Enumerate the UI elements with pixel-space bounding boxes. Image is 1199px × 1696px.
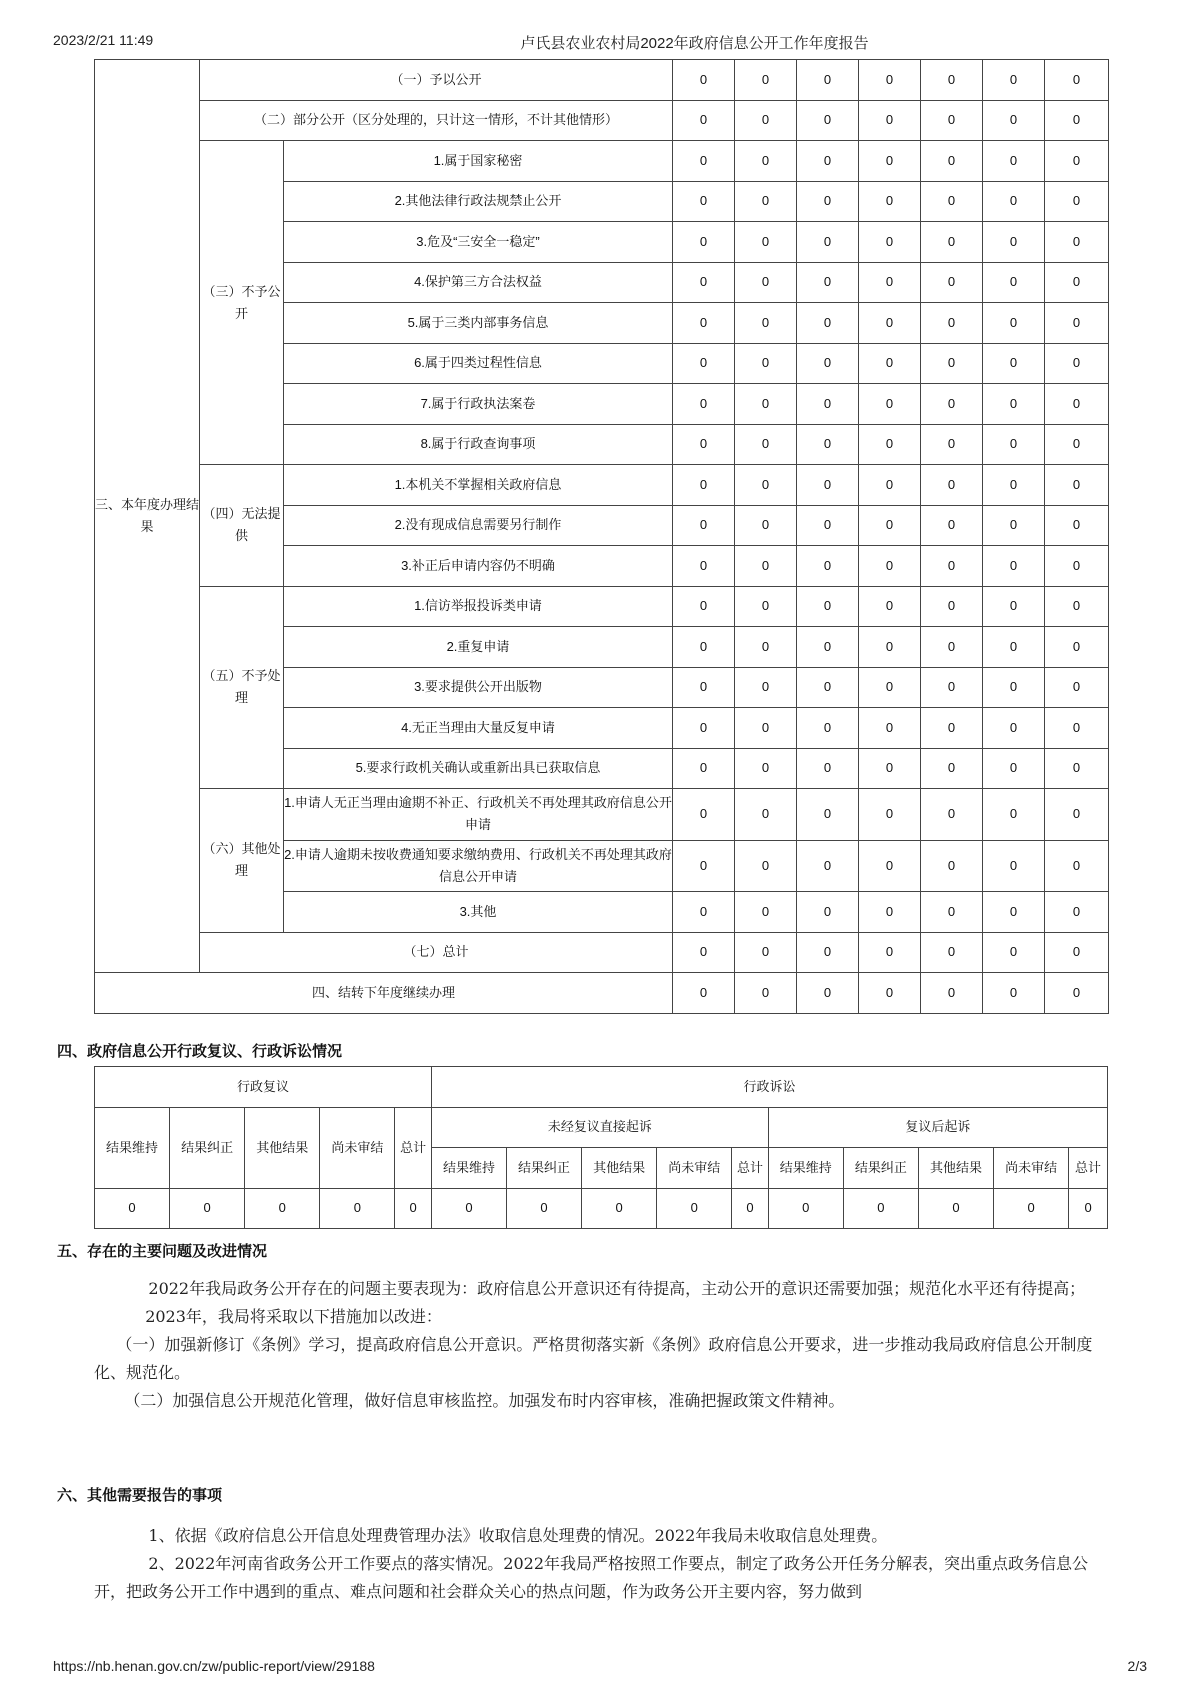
value-cell: 0: [983, 222, 1045, 263]
direct-col-header: 结果维持: [431, 1148, 506, 1189]
table-row: [95, 465, 1109, 506]
direct-value: 0: [582, 1188, 657, 1229]
value-cell: 0: [1045, 932, 1109, 973]
value-cell: 0: [673, 586, 735, 627]
after-review-col-header: 结果纠正: [843, 1148, 918, 1189]
value-cell: 0: [859, 708, 921, 749]
row-label: 1.本机关不掌握相关政府信息: [284, 465, 673, 506]
value-cell: 0: [797, 181, 859, 222]
review-header: 行政复议: [95, 1067, 432, 1108]
paragraph: 1、依据《政府信息公开信息处理费管理办法》收取信息处理费的情况。2022年我局未收取信息处理费。: [148, 1526, 888, 1545]
value-cell: 0: [859, 60, 921, 101]
value-cell: 0: [673, 303, 735, 344]
value-cell: 0: [859, 424, 921, 465]
value-cell: 0: [859, 973, 921, 1014]
after-review-value: 0: [843, 1188, 918, 1229]
row-label: 7.属于行政执法案卷: [284, 384, 673, 425]
paragraph: （二）加强信息公开规范化管理，做好信息审核监控。加强发布时内容审核，准确把握政策文件精神。: [124, 1391, 845, 1410]
value-cell: 0: [859, 262, 921, 303]
value-cell: 0: [983, 546, 1045, 587]
value-cell: 0: [735, 546, 797, 587]
row-label: 2.重复申请: [284, 627, 673, 668]
value-cell: 0: [735, 303, 797, 344]
value-cell: 0: [983, 262, 1045, 303]
value-cell: 0: [797, 708, 859, 749]
row-label: 6.属于四类过程性信息: [284, 343, 673, 384]
value-cell: 0: [859, 932, 921, 973]
value-cell: 0: [797, 892, 859, 933]
value-cell: 0: [735, 60, 797, 101]
value-cell: 0: [983, 141, 1045, 182]
value-cell: 0: [735, 973, 797, 1014]
row-label: 1.申请人无正当理由逾期不补正、行政机关不再处理其政府信息公开申请: [284, 789, 673, 841]
value-cell: 0: [983, 892, 1045, 933]
value-cell: 0: [921, 343, 983, 384]
value-cell: 0: [921, 708, 983, 749]
value-cell: 0: [735, 262, 797, 303]
value-cell: 0: [673, 222, 735, 263]
value-cell: 0: [673, 424, 735, 465]
value-cell: 0: [673, 789, 735, 841]
value-cell: 0: [983, 465, 1045, 506]
value-cell: 0: [1045, 343, 1109, 384]
table-row: [95, 586, 1109, 627]
value-cell: 0: [859, 748, 921, 789]
review-value: 0: [395, 1188, 432, 1229]
value-cell: 0: [921, 667, 983, 708]
row-label: 5.属于三类内部事务信息: [284, 303, 673, 344]
value-cell: 0: [735, 100, 797, 141]
value-cell: 0: [735, 181, 797, 222]
value-cell: 0: [797, 505, 859, 546]
value-cell: 0: [797, 141, 859, 182]
value-cell: 0: [859, 384, 921, 425]
value-cell: 0: [673, 667, 735, 708]
value-cell: 0: [673, 973, 735, 1014]
value-cell: 0: [735, 343, 797, 384]
value-cell: 0: [859, 789, 921, 841]
value-cell: 0: [735, 384, 797, 425]
value-cell: 0: [797, 748, 859, 789]
value-cell: 0: [797, 586, 859, 627]
value-cell: 0: [1045, 60, 1109, 101]
value-cell: 0: [921, 789, 983, 841]
row-label: 1.属于国家秘密: [284, 141, 673, 182]
value-cell: 0: [921, 222, 983, 263]
value-cell: 0: [859, 505, 921, 546]
value-cell: 0: [735, 667, 797, 708]
row-label: （二）部分公开（区分处理的，只计这一情形，不计其他情形）: [200, 100, 673, 141]
value-cell: 0: [1045, 789, 1109, 841]
value-cell: 0: [983, 424, 1045, 465]
value-cell: 0: [673, 627, 735, 668]
value-cell: 0: [797, 546, 859, 587]
value-cell: 0: [1045, 748, 1109, 789]
after-review-col-header: 总计: [1069, 1148, 1108, 1189]
value-cell: 0: [735, 840, 797, 892]
row-label: 4.保护第三方合法权益: [284, 262, 673, 303]
after-review-value: 0: [1069, 1188, 1108, 1229]
section-4-heading: 四、政府信息公开行政复议、行政诉讼情况: [57, 1043, 343, 1060]
table-row: [95, 60, 1109, 101]
value-cell: 0: [983, 708, 1045, 749]
value-cell: 0: [921, 60, 983, 101]
review-col-header: 总计: [395, 1107, 432, 1188]
value-cell: 0: [1045, 708, 1109, 749]
row-label: （七）总计: [200, 932, 673, 973]
value-cell: 0: [1045, 505, 1109, 546]
value-cell: 0: [921, 586, 983, 627]
value-cell: 0: [983, 384, 1045, 425]
value-cell: 0: [1045, 586, 1109, 627]
review-col-header: 结果维持: [95, 1107, 170, 1188]
group-label: （五）不予处理: [200, 586, 284, 789]
value-cell: 0: [735, 586, 797, 627]
value-cell: 0: [921, 840, 983, 892]
value-cell: 0: [859, 100, 921, 141]
table-row: [95, 100, 1109, 141]
row-label: 5.要求行政机关确认或重新出具已获取信息: [284, 748, 673, 789]
value-cell: 0: [673, 262, 735, 303]
value-cell: 0: [859, 586, 921, 627]
value-cell: 0: [921, 424, 983, 465]
value-cell: 0: [921, 546, 983, 587]
review-value: 0: [320, 1188, 395, 1229]
results-table: [94, 59, 1109, 1014]
after-review-value: 0: [918, 1188, 993, 1229]
value-cell: 0: [735, 424, 797, 465]
value-cell: 0: [983, 181, 1045, 222]
value-cell: 0: [983, 303, 1045, 344]
review-value: 0: [245, 1188, 320, 1229]
table-row: [95, 789, 1109, 841]
value-cell: 0: [921, 505, 983, 546]
value-cell: 0: [797, 627, 859, 668]
value-cell: 0: [983, 840, 1045, 892]
value-cell: 0: [859, 840, 921, 892]
value-cell: 0: [673, 892, 735, 933]
direct-value: 0: [732, 1188, 768, 1229]
paragraph: 2023年，我局将采取以下措施加以改进：: [145, 1307, 442, 1326]
value-cell: 0: [735, 748, 797, 789]
value-cell: 0: [1045, 100, 1109, 141]
value-cell: 0: [673, 384, 735, 425]
direct-col-header: 其他结果: [582, 1148, 657, 1189]
value-cell: 0: [983, 789, 1045, 841]
value-cell: 0: [921, 465, 983, 506]
value-cell: 0: [673, 181, 735, 222]
direct-col-header: 结果纠正: [507, 1148, 582, 1189]
value-cell: 0: [673, 748, 735, 789]
value-cell: 0: [797, 262, 859, 303]
value-cell: 0: [797, 100, 859, 141]
value-cell: 0: [983, 973, 1045, 1014]
value-cell: 0: [983, 748, 1045, 789]
section-5-body: [94, 1275, 1108, 1415]
row-label: 4.无正当理由大量反复申请: [284, 708, 673, 749]
value-cell: 0: [797, 222, 859, 263]
value-cell: 0: [859, 627, 921, 668]
value-cell: 0: [1045, 384, 1109, 425]
value-cell: 0: [735, 932, 797, 973]
after-review-value: 0: [768, 1188, 843, 1229]
row-label: （一）予以公开: [200, 60, 673, 101]
after-review-suit-header: 复议后起诉: [768, 1107, 1107, 1148]
value-cell: 0: [983, 343, 1045, 384]
value-cell: 0: [921, 303, 983, 344]
value-cell: 0: [859, 465, 921, 506]
direct-value: 0: [431, 1188, 506, 1229]
review-value: 0: [170, 1188, 245, 1229]
direct-value: 0: [507, 1188, 582, 1229]
value-cell: 0: [735, 505, 797, 546]
value-cell: 0: [983, 505, 1045, 546]
value-cell: 0: [797, 789, 859, 841]
paragraph: 2022年我局政务公开存在的问题主要表现为：政府信息公开意识还有待提高，主动公开的意识还需要加强；规范化水平还有待提高；: [148, 1279, 1086, 1298]
document-title: 卢氏县农业农村局2022年政府信息公开工作年度报告: [520, 35, 869, 52]
review-col-header: 尚未审结: [320, 1107, 395, 1188]
value-cell: 0: [673, 708, 735, 749]
row-label: 2.申请人逾期未按收费通知要求缴纳费用、行政机关不再处理其政府信息公开申请: [284, 840, 673, 892]
value-cell: 0: [1045, 627, 1109, 668]
value-cell: 0: [921, 748, 983, 789]
section-5-heading: 五、存在的主要问题及改进情况: [57, 1243, 268, 1260]
review-col-header: 结果纠正: [170, 1107, 245, 1188]
section-6-heading: 六、其他需要报告的事项: [57, 1487, 223, 1504]
value-cell: 0: [1045, 181, 1109, 222]
value-cell: 0: [921, 262, 983, 303]
value-cell: 0: [1045, 141, 1109, 182]
value-cell: 0: [921, 181, 983, 222]
row-label: 3.其他: [284, 892, 673, 933]
value-cell: 0: [921, 100, 983, 141]
value-cell: 0: [921, 892, 983, 933]
group-label: （六）其他处理: [200, 789, 284, 933]
value-cell: 0: [673, 840, 735, 892]
value-cell: 0: [1045, 667, 1109, 708]
row-label: 3.危及“三安全一稳定”: [284, 222, 673, 263]
after-review-col-header: 结果维持: [768, 1148, 843, 1189]
value-cell: 0: [859, 141, 921, 182]
value-cell: 0: [1045, 303, 1109, 344]
value-cell: 0: [673, 465, 735, 506]
review-litigation-table: [94, 1066, 1108, 1229]
value-cell: 0: [797, 973, 859, 1014]
after-review-col-header: 尚未审结: [994, 1148, 1069, 1189]
value-cell: 0: [673, 141, 735, 182]
row-label: 3.补正后申请内容仍不明确: [284, 546, 673, 587]
page-number: 2/3: [1127, 1658, 1147, 1674]
value-cell: 0: [1045, 892, 1109, 933]
row-label: 8.属于行政查询事项: [284, 424, 673, 465]
section-6-body: [94, 1522, 1108, 1606]
value-cell: 0: [673, 505, 735, 546]
value-cell: 0: [983, 100, 1045, 141]
value-cell: 0: [673, 546, 735, 587]
value-cell: 0: [797, 303, 859, 344]
row-label: 2.其他法律行政法规禁止公开: [284, 181, 673, 222]
value-cell: 0: [921, 973, 983, 1014]
review-col-header: 其他结果: [245, 1107, 320, 1188]
value-cell: 0: [797, 60, 859, 101]
value-cell: 0: [921, 627, 983, 668]
value-cell: 0: [673, 932, 735, 973]
value-cell: 0: [735, 465, 797, 506]
value-cell: 0: [983, 586, 1045, 627]
after-review-col-header: 其他结果: [918, 1148, 993, 1189]
row-label: 1.信访举报投诉类申请: [284, 586, 673, 627]
value-cell: 0: [921, 932, 983, 973]
group-label: （三）不予公开: [200, 141, 284, 465]
value-cell: 0: [859, 343, 921, 384]
row-label: 2.没有现成信息需要另行制作: [284, 505, 673, 546]
paragraph: （一）加强新修订《条例》学习，提高政府信息公开意识。严格贯彻落实新《条例》政府信息公开要求，进一步推动我局政府信息公开制度化、规范化。: [94, 1335, 1093, 1382]
direct-suit-header: 未经复议直接起诉: [431, 1107, 768, 1148]
value-cell: 0: [797, 465, 859, 506]
row-label: 3.要求提供公开出版物: [284, 667, 673, 708]
table-row: [95, 973, 1109, 1014]
value-cell: 0: [797, 840, 859, 892]
value-cell: 0: [983, 60, 1045, 101]
value-cell: 0: [1045, 546, 1109, 587]
direct-col-header: 尚未审结: [657, 1148, 732, 1189]
print-datetime: 2023/2/21 11:49: [53, 32, 154, 48]
table-row: [95, 141, 1109, 182]
value-cell: 0: [983, 932, 1045, 973]
value-cell: 0: [859, 303, 921, 344]
direct-value: 0: [657, 1188, 732, 1229]
value-cell: 0: [1045, 262, 1109, 303]
value-cell: 0: [859, 892, 921, 933]
value-cell: 0: [921, 384, 983, 425]
value-cell: 0: [1045, 222, 1109, 263]
litigation-header: 行政诉讼: [431, 1067, 1107, 1108]
value-cell: 0: [859, 222, 921, 263]
value-cell: 0: [1045, 840, 1109, 892]
value-cell: 0: [797, 384, 859, 425]
value-cell: 0: [735, 627, 797, 668]
value-cell: 0: [797, 343, 859, 384]
value-cell: 0: [797, 667, 859, 708]
value-cell: 0: [735, 789, 797, 841]
value-cell: 0: [673, 100, 735, 141]
value-cell: 0: [921, 141, 983, 182]
value-cell: 0: [1045, 973, 1109, 1014]
value-cell: 0: [735, 892, 797, 933]
section-label-cell: 三、本年度办理结果: [95, 60, 200, 973]
value-cell: 0: [859, 181, 921, 222]
table-row: [95, 932, 1109, 973]
row-label: 四、结转下年度继续办理: [95, 973, 673, 1014]
value-cell: 0: [735, 708, 797, 749]
value-cell: 0: [797, 424, 859, 465]
direct-col-header: 总计: [732, 1148, 768, 1189]
value-cell: 0: [1045, 424, 1109, 465]
paragraph: 2、2022年河南省政务公开工作要点的落实情况。2022年我局严格按照工作要点，制定了政务公开任务分解表，突出重点政务信息公开，把政务公开工作中遇到的重点、难点问题和社会群众关心的热点问题，作为政务公开主要内容，努力做到: [94, 1554, 1089, 1601]
value-cell: 0: [735, 222, 797, 263]
page-url: https://nb.henan.gov.cn/zw/public-report/view/29188: [53, 1658, 375, 1674]
value-cell: 0: [859, 667, 921, 708]
value-cell: 0: [797, 932, 859, 973]
value-cell: 0: [735, 141, 797, 182]
value-cell: 0: [983, 667, 1045, 708]
review-value: 0: [95, 1188, 170, 1229]
value-cell: 0: [1045, 465, 1109, 506]
value-cell: 0: [673, 60, 735, 101]
value-cell: 0: [673, 343, 735, 384]
group-label: （四）无法提供: [200, 465, 284, 587]
after-review-value: 0: [994, 1188, 1069, 1229]
value-cell: 0: [859, 546, 921, 587]
value-cell: 0: [983, 627, 1045, 668]
